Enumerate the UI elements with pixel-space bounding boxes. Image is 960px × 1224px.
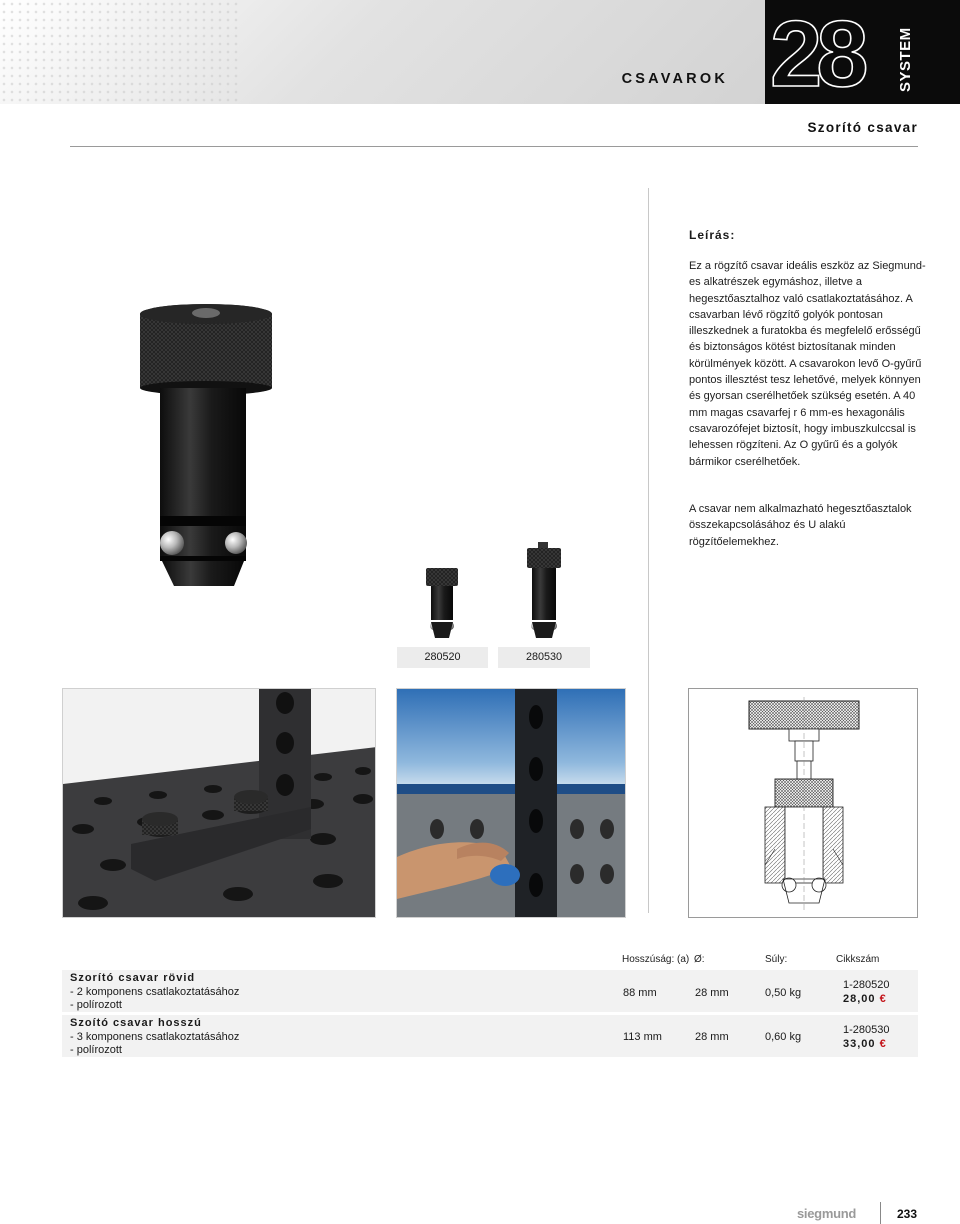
row-diameter: 28 mm bbox=[695, 987, 729, 999]
table-application-photo bbox=[62, 688, 376, 918]
section-title: CSAVAROK bbox=[621, 71, 728, 87]
header-diameter: Ø: bbox=[694, 954, 705, 965]
price-value: 33,00 bbox=[843, 1038, 876, 1050]
row-detail: - polírozott bbox=[70, 999, 122, 1011]
row-price bbox=[843, 1038, 887, 1050]
row-length: 113 mm bbox=[623, 1031, 662, 1043]
clamp-bolt-image bbox=[132, 300, 280, 592]
brand-logo: siegmund bbox=[797, 1206, 856, 1221]
header-article: Cikkszám bbox=[836, 954, 880, 965]
euro-sign: € bbox=[879, 993, 887, 1005]
row-article: 1-280530 bbox=[843, 1024, 890, 1036]
row-weight: 0,50 kg bbox=[765, 987, 802, 999]
column-divider bbox=[648, 188, 649, 913]
mounting-photo bbox=[396, 688, 626, 918]
header-weight: Súly: bbox=[765, 954, 788, 965]
short-bolt-image bbox=[424, 566, 460, 640]
footer-divider bbox=[880, 1202, 881, 1224]
header-dot-pattern bbox=[0, 0, 240, 104]
description-text: Ez a rögzítő csavar ideális eszköz az Siegmund-es alkatrészek egymáshoz, illetve a hegesztőasztalhoz való csatlakoztatásához. A csavarban lévő rögzítő golyók pontosan illeszkednek a furatokba és megfelelő erősségű és biztonságos kötést biztosítanak minden körülmények között. A csavarokon levő O-gyűrű pontos illesztést tesz lehetővé, melyek könnyen és gyorsan cserélhetőek szükség esetén. A 40 mm magas csavarfej r 6 mm-es hexagonális csavarozófejet biztosít, hogy imbuszkulccsal is lehessen rögzíteni. Az O gyűrű és a golyók bármikor cserélhetőek. bbox=[689, 260, 926, 468]
row-article: 1-280520 bbox=[843, 979, 890, 991]
product-code-short: 280520 bbox=[397, 647, 488, 668]
header-length: Hosszúság: (a) bbox=[622, 954, 690, 965]
row-weight: 0,60 kg bbox=[765, 1031, 802, 1043]
euro-sign: € bbox=[879, 1038, 887, 1050]
description-note: A csavar nem alkalmazható hegesztőasztalok összekapcsolásához és U alakú rögzítőelemekhez. bbox=[689, 503, 912, 548]
row-diameter: 28 mm bbox=[695, 1031, 729, 1043]
row-detail: - 3 komponens csatlakoztatásához bbox=[70, 1031, 240, 1043]
chapter-number: 28 bbox=[770, 1, 863, 106]
row-detail: - polírozott bbox=[70, 1044, 122, 1056]
row-name: Szoító csavar hosszú bbox=[70, 1017, 202, 1029]
row-name: Szorító csavar rövid bbox=[70, 972, 196, 984]
system-label: SYSTEM bbox=[897, 27, 914, 92]
long-bolt-image bbox=[524, 540, 564, 640]
technical-drawing bbox=[688, 688, 918, 918]
page-subtitle: Szorító csavar bbox=[807, 120, 918, 135]
price-value: 28,00 bbox=[843, 993, 876, 1005]
product-code-long: 280530 bbox=[498, 647, 590, 668]
page-number: 233 bbox=[897, 1207, 918, 1221]
description-heading: Leírás: bbox=[689, 228, 736, 242]
row-detail: - 2 komponens csatlakoztatásához bbox=[70, 986, 240, 998]
row-price bbox=[843, 993, 887, 1005]
row-length: 88 mm bbox=[623, 987, 657, 999]
header-rule bbox=[70, 146, 918, 147]
